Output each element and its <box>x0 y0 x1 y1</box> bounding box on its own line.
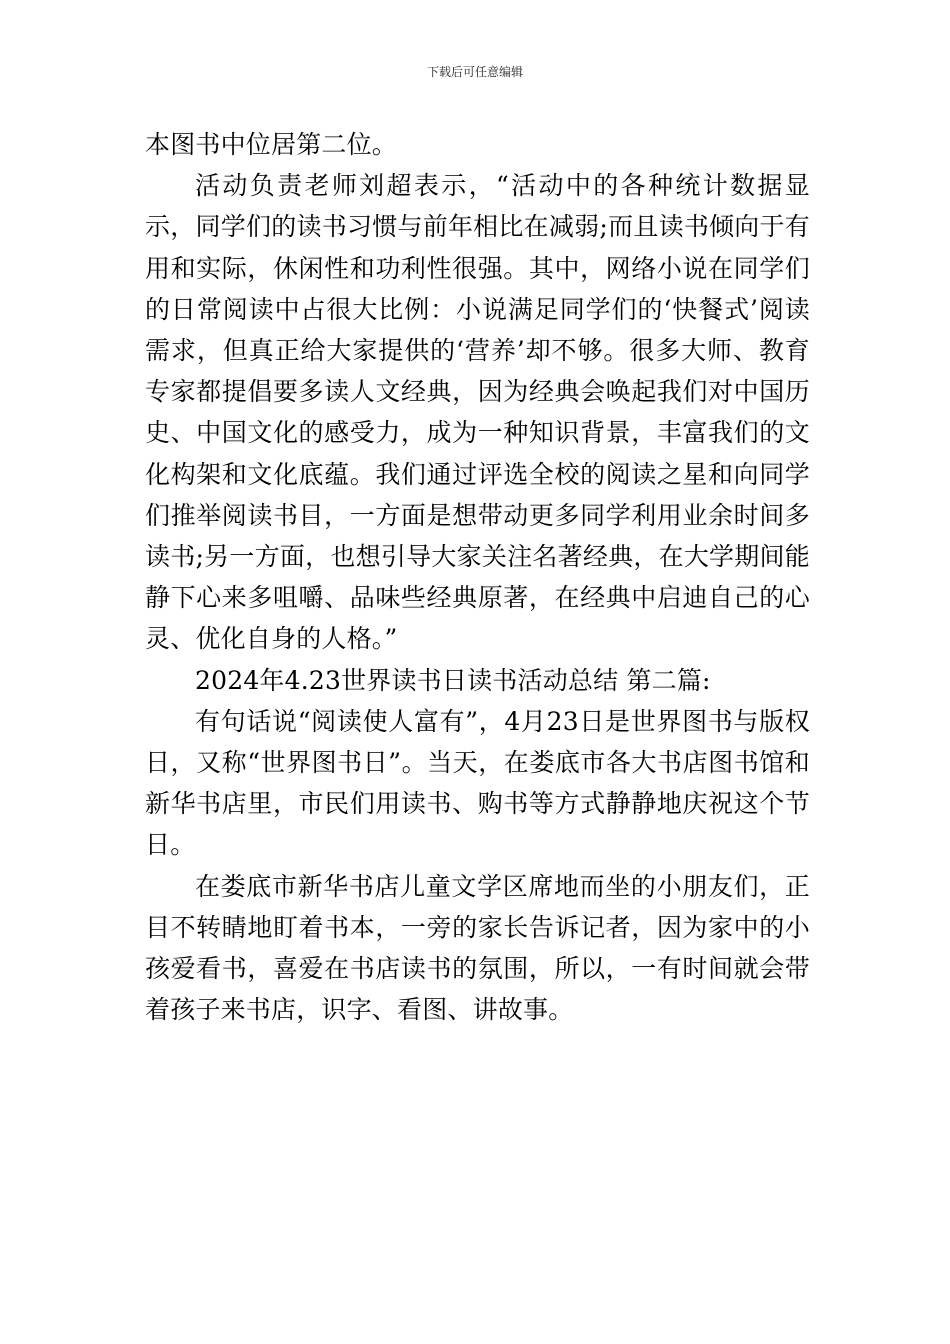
document-body <box>145 124 810 1030</box>
paragraph-continuation: 本图书中位居第二位。 <box>145 130 398 159</box>
page-header-note: 下载后可任意编辑 <box>426 65 523 79</box>
paragraph-teacher-quote: 活动负责老师刘超表示，“活动中的各种统计数据显示，同学们的读书习惯与前年相比在减弱;而且读书倾向于有用和实际，休闲性和功利性很强。其中，网络小说在同学们的日常阅读中占很大比例：小说满足同学们的‘快餐式’阅读需求，但真正给大家提供的‘营养’却不够。很多大师、教育专家都提倡要多读人文经典，因为经典会唤起我们对中国历史、中国文化的感受力，成为一种知识背景，丰富我们的文化构架和文化底蕴。我们通过评选全校的阅读之星和向同学们推举阅读书目，一方面是想带动更多同学利用业余时间多读书;另一方面，也想引导大家关注名著经典，在大学期间能静下心来多咀嚼、品味些经典原著，在经典中启迪自己的心灵、优化自身的人格。” <box>145 171 810 654</box>
paragraph-world-book-day: 有句话说“阅读使人富有”，4月23日是世界图书与版权日，又称“世界图书日”。当天，在娄底市各大书店图书馆和新华书店里，市民们用读书、购书等方式静静地庆祝这个节日。 <box>145 706 810 860</box>
paragraph-children-reading: 在娄底市新华书店儿童文学区席地而坐的小朋友们，正目不转睛地盯着书本，一旁的家长告诉记者，因为家中的小孩爱看书，喜爱在书店读书的氛围，所以，一有时间就会带着孩子来书店，识字、看图、讲故事。 <box>145 871 810 1025</box>
section-heading-part-two: 2024年4.23世界读书日读书活动总结 第二篇: <box>195 665 711 695</box>
